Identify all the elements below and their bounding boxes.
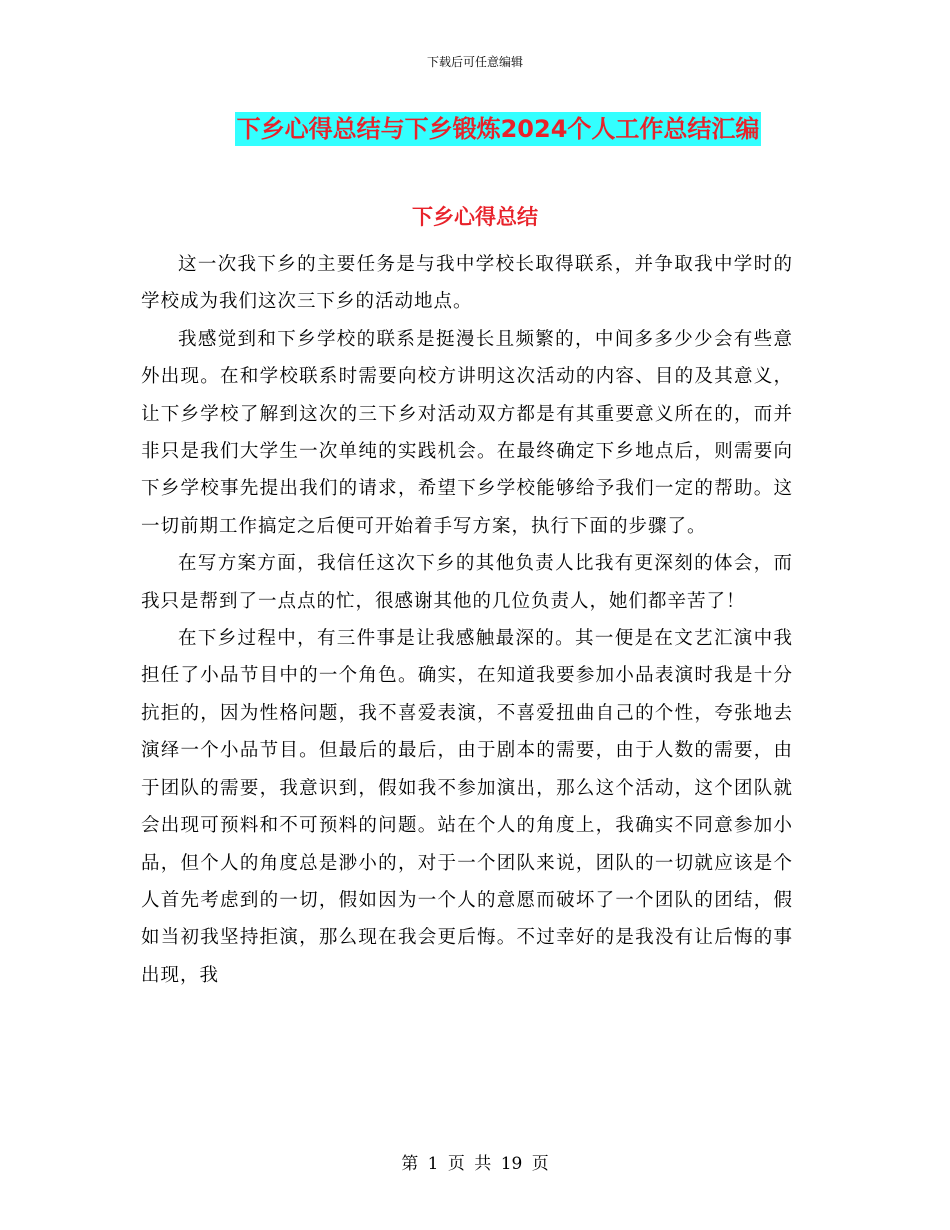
document-title-container	[0, 112, 950, 146]
paragraph-4: 在下乡过程中，有三件事是让我感触最深的。其一便是在文艺汇演中我担任了小品节目中的一个角色。确实，在知道我要参加小品表演时我是十分抗拒的，因为性格问题，我不喜爱表演，不喜爱扭曲自己的个性，夸张地去演绎一个小品节目。但最后的最后，由于剧本的需要，由于人数的需要，由于团队的需要，我意识到，假如我不参加演出，那么这个活动，这个团队就会出现可预料和不可预料的问题。站在个人的角度上，我确实不同意参加小品，但个人的角度总是渺小的，对于一个团队来说，团队的一切就应该是个人首先考虑到的一切，假如因为一个人的意愿而破坏了一个团队的团结，假如当初我坚持拒演，那么现在我会更后悔。不过幸好的是我没有让后悔的事出现，我	[141, 628, 793, 986]
paragraph-3: 在写方案方面，我信任这次下乡的其他负责人比我有更深刻的体会，而我只是帮到了一点点的忙，很感谢其他的几位负责人，她们都辛苦了！	[141, 553, 793, 612]
section-title: 下乡心得总结	[412, 205, 538, 229]
page-number-footer: 第 1 页 共 19 页	[401, 1154, 549, 1174]
header-note: 下载后可任意编辑	[426, 55, 523, 69]
document-body	[141, 246, 793, 994]
paragraph-1: 这一次我下乡的主要任务是与我中学校长取得联系，并争取我中学时的学校成为我们这次三下乡的活动地点。	[141, 254, 793, 313]
document-title: 下乡心得总结与下乡锻炼2024个人工作总结汇编	[235, 112, 762, 146]
paragraph-2: 我感觉到和下乡学校的联系是挺漫长且频繁的，中间多多少少会有些意外出现。在和学校联系时需要向校方讲明这次活动的内容、目的及其意义，让下乡学校了解到这次的三下乡对活动双方都是有其重要意义所在的，而并非只是我们大学生一次单纯的实践机会。在最终确定下乡地点后，则需要向下乡学校事先提出我们的请求，希望下乡学校能够给予我们一定的帮助。这一切前期工作搞定之后便可开始着手写方案，执行下面的步骤了。	[141, 328, 793, 537]
